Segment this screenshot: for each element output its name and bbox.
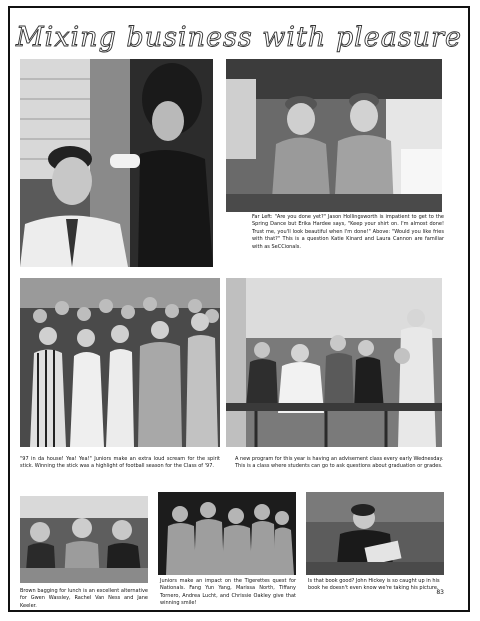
caption-tigerettes: Juniors make an impact on the Tigerettes quest for Nationals. Fang Yun Yang, Marissa North, Tiffany Tornero, Andrea Lucht, and Chrissie Oakley give that winning smile! [160, 578, 296, 607]
photo-advisement-class [226, 278, 442, 447]
photo-fast-food-workers [226, 59, 442, 212]
photo-tigerettes [158, 492, 296, 575]
caption-spirit-stick: "97 in da house! Yea! Yea!" Juniors make an extra loud scream for the spirit stick. Winning the stick was a highlight of football season for the Class of '97. [20, 456, 220, 470]
caption-hair-and-work: Far Left: "Are you done yet?" Jason Hollingsworth is impatient to get to the Spring Dance but Erika Hardee says, "Keep your shirt on. I'm almost done! Trust me, you'll look beautiful when I'm done!" Above: "Would you like fries with that?" This is a question Katie Kinard and Laura Cannon are familiar with as SeCCionals. [252, 214, 444, 250]
page-number: 83 [436, 589, 444, 596]
photo-reading [306, 492, 444, 575]
photo-hair-dryer [20, 59, 213, 267]
caption-reading: Is that book good? John Hickey is so caught up in his book he doesn't even know we're taking his picture. [308, 578, 440, 592]
photo-spirit-stick [20, 278, 220, 447]
photo-brown-bag-lunch [20, 496, 148, 583]
yearbook-page [8, 6, 470, 612]
caption-advisement: A new program for this year is having an advisement class every early Wednesday. This is a class where students can go to ask questions about graduation or grades. [235, 456, 444, 470]
caption-lunch: Brown bagging for lunch is an excellent alternative for Gwen Wassley, Rachel Van Ness and Jane Keeler. [20, 588, 148, 609]
page-title: Mixing business with pleasure [16, 22, 462, 53]
